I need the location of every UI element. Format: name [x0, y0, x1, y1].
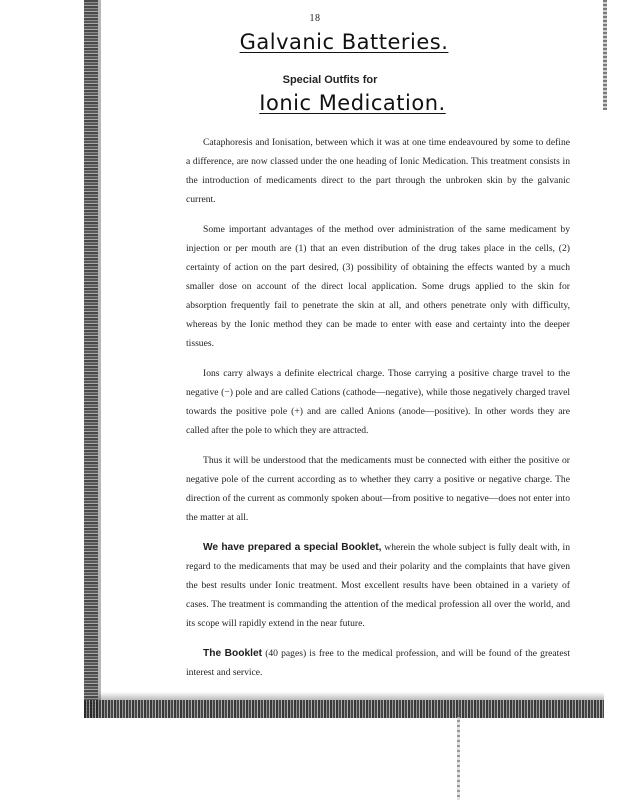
- page-subtitle: Special Outfits for: [282, 74, 378, 86]
- paragraph-text: Thus it will be understood that the medicaments must be connected with either the positive or negative pole of the current according as to whether they carry a positive or negative charge. The direction of the current as commonly spoken about—from positive to negative—does not enter into the matter at all.: [186, 454, 570, 524]
- paragraph-polarity: [186, 451, 570, 527]
- page-number: 18: [309, 13, 321, 24]
- scan-mark-bottom: [457, 715, 460, 800]
- paragraph-lead-bold: We have prepared a special Booklet,: [203, 541, 382, 553]
- paragraph-text: (40 pages) is free to the medical profession, and will be found of the greatest interest and service.: [186, 647, 570, 678]
- paragraph-text: Ions carry always a definite electrical charge. Those carrying a positive charge travel to the negative (−) pole and are called Cations (cathode—negative), while those negatively charged travel towards the positive pole (+) and are called Anions (anode—positive). In other words they are called after the pole to which they are attracted.: [186, 368, 570, 437]
- paragraph-lead-bold: The Booklet: [203, 647, 263, 659]
- scan-edge-bottom: [84, 700, 604, 718]
- body-text: [186, 133, 570, 682]
- paragraph-intro: [186, 133, 570, 209]
- paragraph-booklet: [186, 538, 570, 633]
- paragraph-text: wherein the whole subject is fully dealt with, in regard to the medicaments that may be used and their polarity and the complaints that have given the best results under Ionic treatment. Most excellent results have been obtained in a variety of cases. The treatment is commanding the attention of the medical profession all over the world, and its scope will rapidly extend in the near future.: [186, 541, 571, 630]
- scan-edge-bottom-shadow: [98, 692, 604, 700]
- paragraph-advantages: [186, 220, 570, 354]
- page-title: Galvanic Batteries.: [239, 30, 449, 54]
- paragraph-booklet-free: [186, 644, 570, 682]
- paragraph-text: Cataphoresis and Ionisation, between which it was at one time endeavoured by some to define a difference, are now classed under the one heading of Ionic Medication. This treatment consists in the introduction of medicaments direct to the part through the unbroken skin by the galvanic current.: [186, 137, 570, 206]
- paragraph-ions: [186, 364, 570, 440]
- paragraph-text: Some important advantages of the method over administration of the same medicament by injection or per mouth are (1) that an even distribution of the drug takes place in the cells, (2) certainty of action on the part desired, (3) possibility of obtaining the effects wanted by a much smaller dose on account of the direct local application. Some drugs applied to the skin for absorption frequently fail to penetrate the skin at all, and others penetrate only with difficulty, whereas by the Ionic method they can be made to enter with ease and certainty into the deeper tissues.: [186, 223, 570, 350]
- section-title: Ionic Medication.: [259, 91, 446, 115]
